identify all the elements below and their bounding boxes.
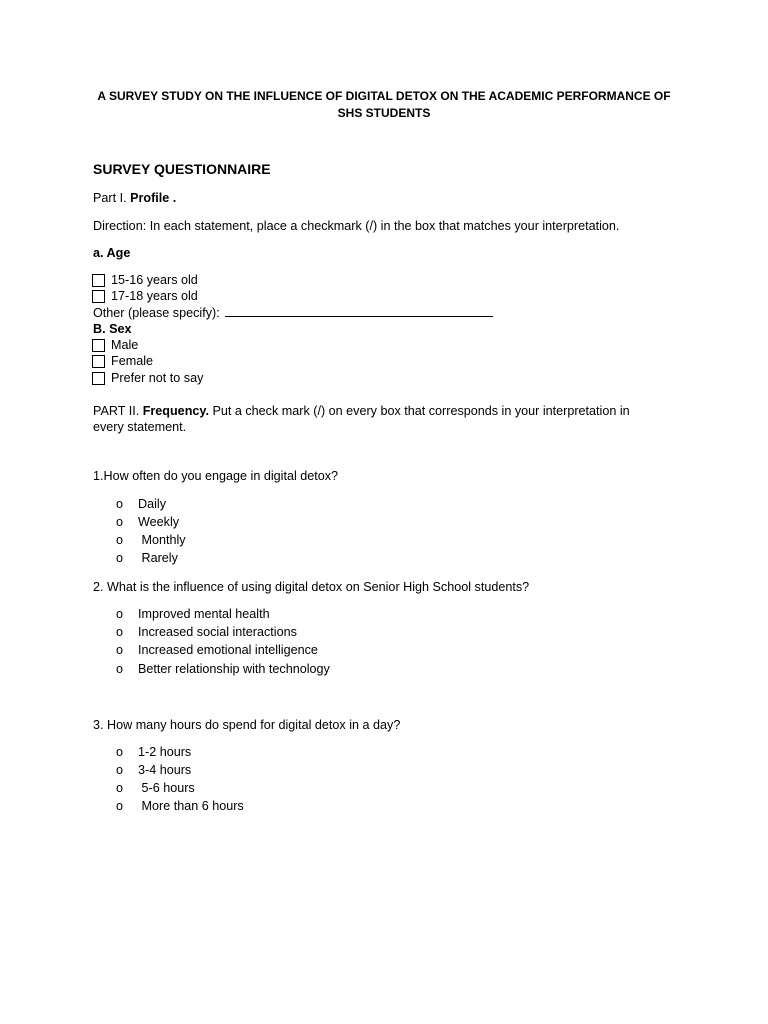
- question-text: 1.How often do you engage in digital detox?: [93, 469, 339, 483]
- option-label: Increased emotional intelligence: [138, 643, 318, 657]
- option-label: Daily: [138, 497, 166, 511]
- checkbox[interactable]: [92, 372, 105, 385]
- bullet-icon: o: [116, 799, 124, 813]
- age-option-row[interactable]: [92, 288, 198, 304]
- bullet-icon: o: [116, 745, 124, 759]
- age-option-label: 17-18 years old: [111, 289, 198, 303]
- sex-option-row[interactable]: [92, 353, 153, 369]
- age-label: a. Age: [93, 246, 131, 260]
- sex-option-label: Male: [111, 338, 139, 352]
- bullet-icon: o: [116, 763, 124, 777]
- part1-prefix: Part I.: [93, 191, 131, 205]
- part1-label: [93, 190, 176, 206]
- option-label: Better relationship with technology: [138, 662, 330, 676]
- bullet-icon: o: [116, 643, 124, 657]
- option-label: 3-4 hours: [138, 763, 192, 777]
- option-item[interactable]: [116, 624, 297, 640]
- part2-text: Put a check mark (/) on every box that corresponds in your interpretation in: [208, 404, 630, 418]
- title-line-1: A SURVEY STUDY ON THE INFLUENCE OF DIGITAL DETOX ON THE ACADEMIC PERFORMANCE OF: [97, 89, 671, 103]
- bullet-icon: o: [116, 515, 124, 529]
- option-label: Monthly: [138, 533, 186, 547]
- bullet-icon: o: [116, 625, 124, 639]
- checkbox[interactable]: [92, 339, 105, 352]
- bullet-icon: o: [116, 551, 124, 565]
- part2-line-2: every statement.: [93, 420, 187, 434]
- bullet-icon: o: [116, 781, 124, 795]
- option-item[interactable]: [116, 606, 270, 622]
- option-item[interactable]: [116, 661, 330, 677]
- checkbox[interactable]: [92, 290, 105, 303]
- option-label: Increased social interactions: [138, 625, 297, 639]
- age-option-label: 15-16 years old: [111, 273, 198, 287]
- sex-option-label: Female: [111, 354, 153, 368]
- part2-prefix: PART II.: [93, 404, 143, 418]
- option-item[interactable]: [116, 780, 195, 796]
- option-item[interactable]: [116, 496, 166, 512]
- question-text: 3. How many hours do spend for digital detox in a day?: [93, 718, 401, 732]
- sex-label: B. Sex: [93, 322, 132, 336]
- bullet-icon: o: [116, 497, 124, 511]
- option-item[interactable]: [116, 744, 191, 760]
- age-other-row: [93, 305, 493, 321]
- option-item[interactable]: [116, 514, 179, 530]
- sex-option-row[interactable]: [92, 370, 203, 386]
- age-other-label: Other (please specify):: [93, 306, 224, 320]
- option-item[interactable]: [116, 550, 178, 566]
- specify-blank-line[interactable]: [225, 305, 493, 317]
- bullet-icon: o: [116, 662, 124, 676]
- checkbox[interactable]: [92, 274, 105, 287]
- option-item[interactable]: [116, 532, 186, 548]
- checkbox[interactable]: [92, 355, 105, 368]
- sex-option-row[interactable]: [92, 337, 138, 353]
- option-label: 5-6 hours: [138, 781, 195, 795]
- option-label: Rarely: [138, 551, 178, 565]
- option-label: Improved mental health: [138, 607, 270, 621]
- part2-title: Frequency.: [142, 404, 209, 418]
- document-title: [93, 88, 675, 122]
- option-item[interactable]: [116, 642, 318, 658]
- part1-title: Profile .: [130, 191, 177, 205]
- option-label: Weekly: [138, 515, 180, 529]
- bullet-icon: o: [116, 607, 124, 621]
- section-heading: SURVEY QUESTIONNAIRE: [93, 161, 271, 177]
- age-option-row[interactable]: [92, 272, 198, 288]
- part2-line-1: [93, 403, 630, 419]
- option-label: More than 6 hours: [138, 799, 244, 813]
- sex-option-label: Prefer not to say: [111, 371, 204, 385]
- bullet-icon: o: [116, 533, 124, 547]
- option-item[interactable]: [116, 762, 191, 778]
- question-text: 2. What is the influence of using digital detox on Senior High School students?: [93, 580, 530, 594]
- option-item[interactable]: [116, 798, 244, 814]
- part1-direction: Direction: In each statement, place a checkmark (/) in the box that matches your interpretation.: [93, 219, 620, 233]
- option-label: 1-2 hours: [138, 745, 192, 759]
- title-line-2: SHS STUDENTS: [337, 106, 431, 120]
